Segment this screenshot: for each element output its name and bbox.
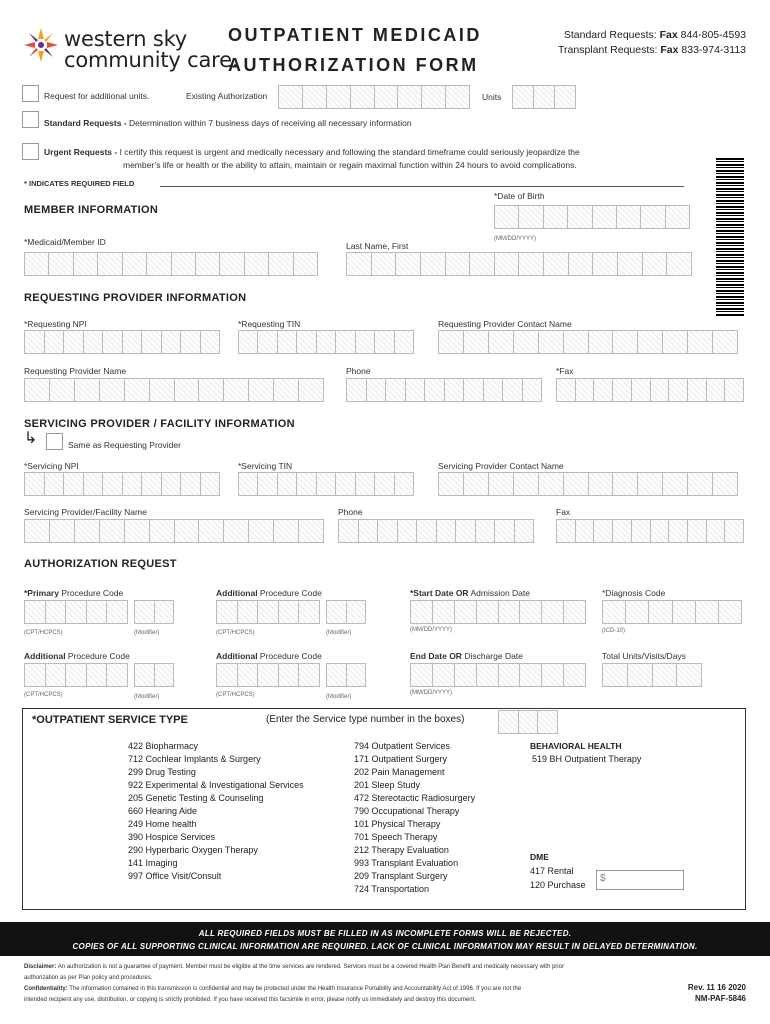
primary-cpt-input[interactable] (24, 600, 128, 624)
additional-modifier-input-3[interactable] (326, 663, 366, 687)
existing-auth-input[interactable] (278, 85, 470, 109)
bh-outpatient-therapy: 519 BH Outpatient Therapy (532, 754, 642, 764)
requesting-section-title: REQUESTING PROVIDER INFORMATION (24, 292, 247, 304)
requesting-fax-input[interactable] (556, 378, 744, 402)
member-name-input[interactable] (346, 252, 692, 276)
logo-icon (22, 26, 60, 64)
urgent-request-checkbox[interactable] (22, 143, 39, 160)
additional-cpt-input-1[interactable] (216, 600, 320, 624)
request-additional-checkbox[interactable] (22, 85, 39, 102)
additional-modifier-input-2[interactable] (134, 663, 174, 687)
service-type-item: 209 Transplant Surgery (354, 871, 448, 881)
service-type-item: 101 Physical Therapy (354, 819, 441, 829)
modifier-hint-2: (Modifier) (326, 630, 352, 636)
required-field-note: * INDICATES REQUIRED FIELD (24, 179, 135, 188)
modifier-hint-4: (Modifier) (326, 694, 352, 700)
servicing-name-label: Servicing Provider/Facility Name (24, 507, 147, 517)
logo-text-line1: western sky (64, 27, 188, 51)
service-type-item: 212 Therapy Evaluation (354, 845, 449, 855)
servicing-npi-label: *Servicing NPI (24, 461, 79, 471)
icd-hint: (ICD-10) (602, 628, 626, 634)
units-input[interactable] (512, 85, 576, 109)
additional-cpt-input-3[interactable] (216, 663, 320, 687)
service-type-item: 701 Speech Therapy (354, 832, 438, 842)
required-divider (160, 186, 684, 187)
service-type-list-2 (354, 740, 475, 896)
dollar-sign: $ (600, 873, 606, 884)
service-type-item: 202 Pain Management (354, 767, 445, 777)
units-label: Units (482, 92, 502, 102)
medicaid-id-input[interactable] (24, 252, 318, 276)
servicing-contact-label: Servicing Provider Contact Name (438, 461, 564, 471)
service-type-item: 922 Experimental & Investigational Services (128, 780, 304, 790)
requesting-name-label: Requesting Provider Name (24, 366, 127, 376)
service-type-item: 794 Outpatient Services (354, 741, 451, 751)
urgent-request-text-2: member’s life or health or the ability to attain, maintain or regain maximal function within 24 hours to avoid complications. (123, 160, 577, 170)
dme-rental: 417 Rental (530, 866, 574, 876)
additional-modifier-input-1[interactable] (326, 600, 366, 624)
service-type-item: 299 Drug Testing (128, 767, 196, 777)
servicing-name-input[interactable] (24, 519, 324, 543)
start-date-hint: (MM/DD/YYYY) (410, 627, 452, 633)
cpt-hint-2: (CPT/HCPCS) (216, 630, 255, 636)
urgent-request-text-1: Urgent Requests - I certify this request is urgent and medically necessary and following the standard timeframe could seriously jeopardize the (44, 147, 580, 157)
dob-format: (MM/DD/YYYY) (494, 236, 536, 242)
diagnosis-label: *Diagnosis Code (602, 588, 666, 598)
standard-request-checkbox[interactable] (22, 111, 39, 128)
same-as-requesting-label: Same as Requesting Provider (68, 440, 181, 450)
requesting-contact-label: Requesting Provider Contact Name (438, 319, 572, 329)
requesting-fax-label: *Fax (556, 366, 574, 376)
standard-request-text: Standard Requests - Determination within 7 business days of receiving all necessary information (44, 118, 412, 128)
member-section-title: MEMBER INFORMATION (24, 204, 159, 216)
requesting-tin-input[interactable] (238, 330, 414, 354)
barcode (716, 158, 744, 316)
service-type-item: 790 Occupational Therapy (354, 806, 460, 816)
requesting-phone-input[interactable] (346, 378, 542, 402)
dob-label: *Date of Birth (494, 191, 545, 201)
end-date-hint: (MM/DD/YYYY) (410, 690, 452, 696)
service-type-item: 724 Transportation (354, 884, 430, 894)
form-title-line1: OUTPATIENT MEDICAID (228, 25, 482, 45)
service-type-item: 712 Cochlear Implants & Surgery (128, 754, 261, 764)
servicing-section-title: SERVICING PROVIDER / FACILITY INFORMATION (24, 418, 295, 430)
cpt-hint-4: (CPT/HCPCS) (216, 692, 255, 698)
servicing-contact-input[interactable] (438, 472, 738, 496)
service-type-item: 171 Outpatient Surgery (354, 754, 448, 764)
service-type-input[interactable] (498, 710, 558, 734)
service-type-item: 141 Imaging (128, 858, 178, 868)
form-title-line2: AUTHORIZATION FORM (228, 55, 479, 75)
service-type-list-1 (128, 740, 304, 883)
dme-amount-input[interactable] (596, 870, 684, 890)
service-type-item: 993 Transplant Evaluation (354, 858, 459, 868)
end-date-input[interactable] (410, 663, 586, 687)
behavioral-health-title: BEHAVIORAL HEALTH (530, 741, 622, 751)
existing-auth-label: Existing Authorization (186, 91, 268, 101)
requesting-tin-label: *Requesting TIN (238, 319, 301, 329)
service-type-item: 201 Sleep Study (354, 780, 421, 790)
servicing-npi-input[interactable] (24, 472, 220, 496)
standard-fax-line: Standard Requests: Fax 844-805-4593 (563, 29, 746, 41)
additional-procedure-label-1: Additional Procedure Code (216, 588, 322, 598)
primary-procedure-label: *Primary Procedure Code (24, 588, 124, 598)
warning-line-1: ALL REQUIRED FIELDS MUST BE FILLED IN AS INCOMPLETE FORMS WILL BE REJECTED. (198, 929, 572, 938)
service-type-hint: (Enter the Service type number in the boxes) (266, 714, 465, 725)
end-date-label: End Date OR Discharge Date (410, 651, 523, 661)
cpt-hint-3: (CPT/HCPCS) (24, 692, 63, 698)
servicing-fax-label: Fax (556, 507, 571, 517)
same-as-requesting-checkbox[interactable] (46, 433, 63, 450)
diagnosis-input[interactable] (602, 600, 742, 624)
service-type-item: 205 Genetic Testing & Counseling (128, 793, 264, 803)
warning-line-2: COPIES OF ALL SUPPORTING CLINICAL INFORMATION ARE REQUIRED. LACK OF CLINICAL INFORMATION MAY RESULT IN DELAYED DETERMINATION. (72, 942, 698, 951)
modifier-hint-1: (Modifier) (134, 630, 160, 636)
modifier-hint-3: (Modifier) (134, 694, 160, 700)
servicing-phone-label: Phone (338, 507, 363, 517)
requesting-contact-input[interactable] (438, 330, 738, 354)
service-type-item: 290 Hyperbaric Oxygen Therapy (128, 845, 258, 855)
total-units-input[interactable] (602, 663, 702, 687)
cpt-hint-1: (CPT/HCPCS) (24, 630, 63, 636)
requesting-name-input[interactable] (24, 378, 324, 402)
primary-modifier-input[interactable] (134, 600, 174, 624)
logo-text-line2: community care. (64, 48, 239, 72)
medicaid-id-label: *Medicaid/Member ID (24, 237, 106, 247)
revision-info: Rev. 11 16 2020 NM-PAF-5846 (687, 983, 746, 1003)
servicing-tin-input[interactable] (238, 472, 414, 496)
dob-input[interactable] (494, 205, 690, 229)
total-units-label: Total Units/Visits/Days (602, 651, 686, 661)
confidentiality: Confidentiality: The information contained in this transmission is confidential and may be protected under the Health Insurance Portability and Accountability Act of 1996. If you are not the intended recipient any use, distribution, or copying is strictly prohibited. If you have received this facsimile in error, please notify us immediately and destroy this document. (24, 986, 522, 1003)
request-additional-label: Request for additional units. (44, 91, 150, 101)
auth-section-title: AUTHORIZATION REQUEST (24, 558, 177, 570)
start-date-input[interactable] (410, 600, 586, 624)
additional-procedure-label-2: Additional Procedure Code (24, 651, 130, 661)
service-type-item: 472 Stereotactic Radiosurgery (354, 793, 476, 803)
service-type-title: *OUTPATIENT SERVICE TYPE (32, 714, 188, 726)
additional-cpt-input-2[interactable] (24, 663, 128, 687)
additional-procedure-label-3: Additional Procedure Code (216, 651, 322, 661)
start-date-label: *Start Date OR Admission Date (410, 588, 530, 598)
last-first-label: Last Name, First (346, 241, 409, 251)
dme-title: DME (530, 852, 549, 862)
requesting-phone-label: Phone (346, 366, 371, 376)
servicing-tin-label: *Servicing TIN (238, 461, 293, 471)
requesting-npi-label: *Requesting NPI (24, 319, 87, 329)
service-type-item: 660 Hearing Aide (128, 806, 198, 816)
service-type-item: 422 Biopharmacy (128, 741, 199, 751)
requesting-npi-input[interactable] (24, 330, 220, 354)
disclaimer: Disclaimer: An authorization is not a guarantee of payment. Member must be eligible at the time services are rendered. Services must be a covered Health Plan Benefit and medically necessary with prior authorization as per Plan policy and procedures. (24, 964, 564, 981)
servicing-phone-input[interactable] (338, 519, 534, 543)
servicing-fax-input[interactable] (556, 519, 744, 543)
service-type-item: 390 Hospice Services (128, 832, 216, 842)
transplant-fax-line: Transplant Requests: Fax 833-974-3113 (558, 44, 746, 56)
service-type-item: 997 Office Visit/Consult (128, 871, 222, 881)
arrow-icon: ↳ (24, 430, 38, 447)
dme-purchase: 120 Purchase (530, 880, 586, 890)
service-type-item: 249 Home health (128, 819, 197, 829)
